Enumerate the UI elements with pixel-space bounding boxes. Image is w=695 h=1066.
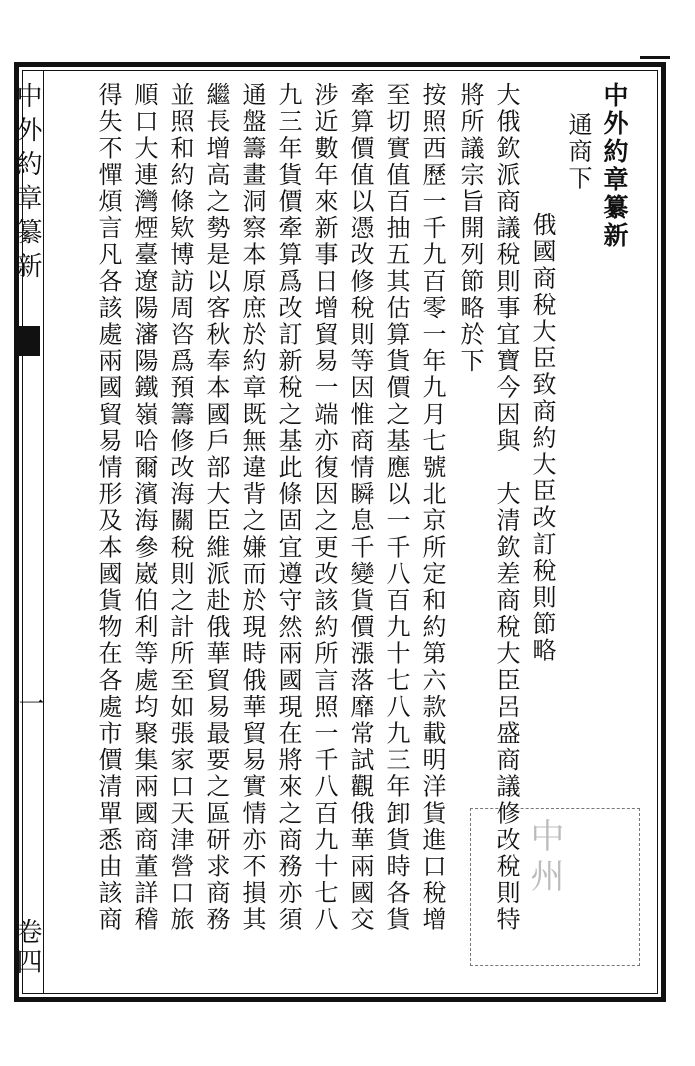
text-line: 至切實值百抽五其估算貨價之基應以一千八百九十七八九三年卸貨時各貨 [382,82,410,934]
margin-book-title: 中外約章纂新 [12,82,42,286]
text-line: 大俄欽派商議稅則事宜寶今因與 大清欽差商稅大臣呂盛商議修改稅則特 [492,82,520,934]
text-line: 通盤籌畫洞察本原庶於約章既無違背之嫌而於現時俄華貿易實情亦不損其 [238,82,266,934]
text-line: 牽算價值以憑改修稅則等因惟商情瞬息千變貨價漲落靡常試觀俄華兩國交 [346,82,374,934]
text-line: 並照和約條欵博訪周咨爲預籌修改海關稅則之計所至如張家口天津營口旅 [166,82,194,934]
edge-mark [640,56,670,59]
text-line: 按照西歷一千九百零一年九月七號北京所定和約第六款載明洋貨進口稅增 [418,82,446,934]
fishtail-mark [14,326,40,356]
library-seal-text: 中州 [524,818,564,898]
text-line: 涉近數年來新事日增貿易一端亦復因之更改該約所言照一千八百九十七八 [310,82,338,934]
document-heading: 俄國商稅大臣致商約大臣改訂稅則節略 [528,212,556,665]
margin-volume: 卷四 [12,918,42,978]
text-line: 順口大連灣煙臺遼陽瀋陽鐵嶺哈爾濱海參崴伯利等處均聚集兩國商董詳稽 [130,82,158,934]
text-line: 將所議宗旨開列節略於下 [456,82,484,375]
book-title: 中外約章纂新 [600,82,629,250]
section-title: 通商下 [564,112,592,192]
margin-page-number: 一 [14,690,44,719]
text-line: 得失不憚煩言凡各該處兩國貿易情形及本國貨物在各處市價清單悉由該商 [94,82,122,934]
text-line: 繼長增高之勢是以客秋奉本國戶部大臣維派赴俄華貿易最要之區研求商務 [202,82,230,934]
text-line: 九三年貨價牽算爲改訂新稅之基此條固宜遵守然兩國現在將來之商務亦須 [274,82,302,934]
